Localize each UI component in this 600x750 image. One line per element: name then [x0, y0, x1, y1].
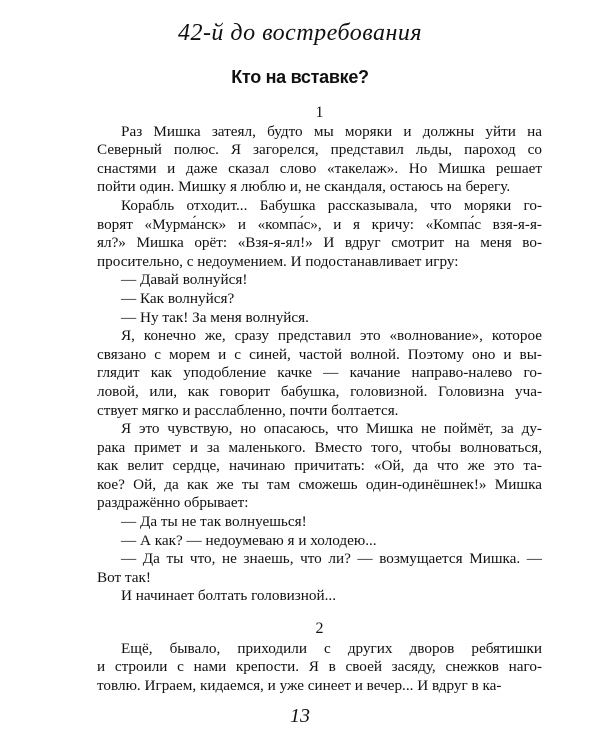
- section-2: [97, 620, 542, 695]
- text-line: — А как? — недоумеваю я и холодею...: [121, 531, 377, 549]
- story-text: [97, 104, 542, 695]
- text-line: и строили с нами крепости. Я в своей засяду, снежков наго-: [97, 658, 542, 676]
- page-number: 13: [290, 705, 310, 727]
- section-1: [97, 104, 542, 606]
- text-line: пойти один. Мишку я люблю и, не скандаля, остаюсь на берегу.: [97, 178, 511, 196]
- text-line: Я это чувствую, но опасаюсь, что Мишка не поймёт, за ду-: [121, 420, 542, 438]
- text-line: как велит сердце, начинаю причитать: «Ой, да что же это та-: [97, 457, 542, 475]
- paragraph: [97, 513, 542, 532]
- text-line: — Как волнуйся?: [121, 289, 235, 307]
- paragraph: [97, 420, 542, 513]
- paragraph: [97, 327, 542, 420]
- text-line: товлю. Играем, кидаемся, и уже синеет и вечер... И вдруг в ка-: [97, 676, 502, 694]
- story-title: Кто на вставке?: [231, 67, 369, 87]
- paragraph: [97, 123, 542, 197]
- paragraph: [97, 587, 542, 606]
- text-line: — Да ты не так волнуешься!: [121, 513, 307, 531]
- text-line: Я, конечно же, сразу представил это «волнование», которое: [121, 327, 542, 345]
- text-line: Вот так!: [97, 568, 151, 586]
- text-line: связано с морем и с синей, частой волной. Поэтому оно и вы-: [97, 345, 542, 363]
- running-head: 42-й до востребования: [177, 20, 423, 46]
- text-line: рака примет и за маленького. Вместо того, чтобы волноваться,: [97, 438, 542, 456]
- text-line: раздражённо обрывает:: [97, 494, 249, 512]
- text-line: Корабль отходит... Бабушка рассказывала, что моряки го-: [121, 196, 542, 214]
- text-line: ял?» Мишка орёт: «Взя-я-ял!» И вдруг смотрит на меня во-: [97, 234, 542, 252]
- text-line: И начинает болтать головизной...: [121, 587, 337, 605]
- text-line: просительно, с недоумением. И подостанавливает игру:: [97, 252, 459, 270]
- text-line: — Да ты что, не знаешь, что ли? — возмущается Мишка. —: [121, 550, 542, 568]
- text-line: глядит как уподобление качке — качание направо-налево го-: [97, 364, 542, 382]
- text-line: — Ну так! За меня волнуйся.: [121, 308, 309, 326]
- paragraph: [97, 290, 542, 309]
- paragraph: [97, 197, 542, 271]
- paragraph: [97, 309, 542, 328]
- paragraph: [97, 640, 542, 696]
- paragraph: [97, 550, 542, 587]
- paragraph: [97, 271, 542, 290]
- text-line: Раз Мишка затеял, будто мы моряки и должны уйти на: [121, 122, 542, 140]
- text-line: снастями и даже сказал слово «такелаж». Но Мишка решает: [97, 159, 542, 177]
- text-line: кое? Ой, да как же ты там сможешь один-одинёшнек!» Мишка: [97, 475, 542, 493]
- text-line: ловой, или, как говорит бабушка, головизной. Головизна уча-: [97, 382, 542, 400]
- text-line: Ещё, бывало, приходили с других дворов ребятишки: [121, 639, 542, 657]
- text-line: Северный полюс. Я загорелся, представил льды, пароход со: [97, 141, 542, 159]
- paragraph: [97, 532, 542, 551]
- text-line: ствует мягко и расслабленно, почти болтается.: [97, 401, 399, 419]
- text-line: — Давай волнуйся!: [121, 271, 248, 289]
- section-number: 1: [315, 104, 324, 121]
- text-line: ворят «Мурма́нск» и «компа́с», и я кричу: «Компа́с взя-я-я-: [97, 215, 542, 233]
- section-number: 2: [315, 620, 324, 638]
